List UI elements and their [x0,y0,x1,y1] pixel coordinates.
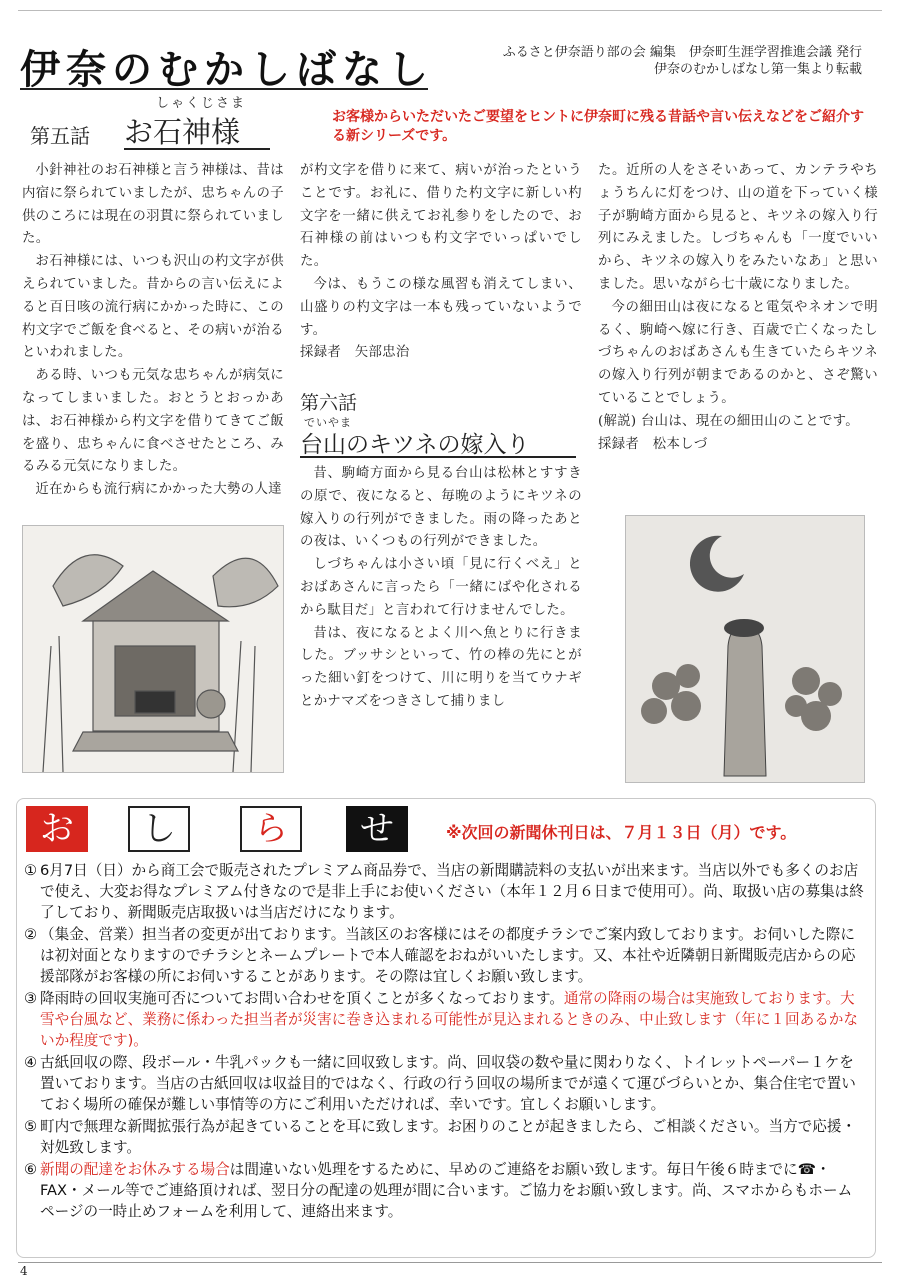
notice-letter-shi: し [128,806,190,852]
series-intro: お客様からいただいたご要望をヒントに伊奈町に残る昔話や言い伝えなどをご紹介する新シリーズです。 [332,109,864,144]
shrine-illustration [22,525,284,773]
item-number: ③ [24,990,38,1007]
paragraph: 近在からも流行病にかかった大勢の人達 [35,482,282,498]
bottom-rule [18,1262,882,1263]
episode6-title: 台山のキツネの嫁入り [300,432,530,458]
item-text: 古紙回収の際、段ボール・牛乳パックも一緒に回収致します。尚、回収袋の数や量に関わりなく、トイレットペーパー１ケを置いております。当店の古紙回収は収益目的ではなく、行政の行う回収の場所までが遠くて運びづらいとか、集合住宅で置いておく場所の確保が難しい事情等の方にご利用いただければ、幸いです。宜しくお願いします。 [40,1054,856,1113]
top-rule [18,10,882,11]
notice-item [24,1116,864,1158]
column-2-top [300,160,582,365]
notice-letter-o: お [26,806,88,852]
episode6-label: 第六話 [300,392,358,414]
fox-bride-drawing [626,516,864,782]
paragraph: が杓文字を借りに来て、病いが治ったということです。お礼に、借りた杓文字に新しい杓文字を一緒に供えてお礼参りをしたので、お石神様の前はいつも杓文字でいっぱいでした。 [300,163,582,270]
next-holiday-notice: ※次回の新聞休刊日は、７月１３日（月）です。 [446,823,797,842]
masthead-title: 伊奈のむかしばなし [20,46,434,93]
item-number: ④ [24,1054,38,1071]
notice-letter-ra: ら [240,806,302,852]
paragraph: お石神様には、いつも沢山の杓文字が供えられていました。昔からの言い伝えによると百日咳の流行病にかかった時に、この杓文字でご飯を食べると、その病いが治るといわれました。 [22,254,284,361]
item-text: は間違いない処理をするために、早めのご連絡をお願い致します。毎日午後６時までに☎・FAX・メール等でご連絡頂ければ、翌日分の配達の処理が間に合います。ご協力をお願い致します。尚、スマホからもホームページの一時止めフォームを利用して、連絡出来ます。 [40,1161,853,1220]
paragraph: 小針神社のお石神様と言う神様は、昔は内宿に祭られていましたが、忠ちゃんの子供のころには現在の羽貫に祭られていました。 [22,163,284,247]
item-text-highlight: 新聞の配達をお休みする場合 [40,1161,230,1178]
column-1 [22,160,284,502]
notice-item [24,988,864,1051]
item-text: （集金、営業）担当者の変更が出ております。当該区のお客様にはその都度チラシでご案内致しております。お伺いした際には初対面となりますのでチラシとネームプレートで本人確認をおねがいいたします。又、本社や近隣朝日新聞販売店からの応援部隊がお客様の所にお伺いすることがあります。その際は宜しくお願い致します。 [40,926,856,985]
item-number: ⑤ [24,1118,38,1135]
shrine-drawing [23,526,283,772]
notice-item [24,924,864,987]
paragraph: ある時、いつも元気な忠ちゃんが病気になってしまいました。おとうとおっかあは、お石神様から杓文字を借りてきてご飯を盛り、忠ちゃんに食べさせたところ、みるみる元気になりました。 [22,368,284,475]
paragraph: 今の細田山は夜になると電気やネオンで明るく、駒崎へ嫁に行き、百歳で亡くなったしづちゃんのおばあさんも生きていたらキツネの嫁入り行列が朝まであるのかと、さぞ驚いていることでしょう。 [598,299,878,406]
episode5-ruby: しゃくじさま [156,96,247,111]
episode6-title-underline [300,456,576,458]
paragraph: 昔、駒崎方面から見る台山は松林とすすきの原で、夜になると、毎晩のようにキツネの嫁入りの行列ができました。雨の降ったあとの夜は、いくつもの行列ができました。 [300,466,582,550]
recorder-credit: 採録者 矢部忠治 [300,345,410,361]
paragraph: 今は、もうこの様な風習も消えてしまい、山盛りの杓文字は一本も残っていないようです。 [300,276,582,338]
commentary-note: (解説) 台山は、現在の細田山のことです。 [598,413,859,429]
item-text: 降雨時の回収実施可否についてお問い合わせを頂くことが多くなっております。 [40,990,564,1007]
credit-line: ふるさと伊奈語り部の会 編集 伊奈町生涯学習推進会議 発行 [502,45,862,60]
paragraph: しづちゃんは小さい頃「見に行くべえ」とおばあさんに言ったら「一緒にばや化されるから駄目だ」と言われて行けませんでした。 [300,557,582,618]
episode5-title-underline [124,148,270,150]
item-number: ⑥ [24,1161,38,1178]
column-3 [598,160,878,456]
masthead-underline [20,88,428,90]
notice-item [24,1052,864,1115]
notice-letter-se: せ [346,806,408,852]
page-number: 4 [20,1264,28,1278]
paragraph: た。近所の人をさそいあって、カンテラやちょうちんに灯をつけ、山の道を下っていく様子が駒崎方面から見ると、キツネの嫁入り行列にみえました。しづちゃんも「一度でいいから、キツネの嫁入りをみたいなあ」と思いました。思いながら七十歳になりました。 [598,163,878,292]
paragraph: 昔は、夜になるとよく川へ魚とりに行きました。ブッサシといって、竹の棒の先にとがった細い釘をつけて、川に明りを当てウナギとかナマズをつきさして捕りまし [300,625,582,709]
episode6-ruby: でいやま [304,416,352,429]
fox-bride-illustration [625,515,865,783]
notice-item [24,860,864,923]
notice-item [24,1159,864,1222]
item-number: ① [24,862,38,879]
publication-credits [503,44,862,78]
episode5-label: 第五話 [30,124,90,148]
item-text: 6月7日（日）から商工会で販売されたプレミアム商品券で、当店の新聞購読料の支払いが出来ます。当店以外でも多くのお店で使え、大変お得なプレミアム付きなので是非上手にお使いください（本年１２月６日まで使用可）。尚、取扱い店の募集は終了しており、新聞販売店取扱いは当店だけになります。 [40,862,864,921]
item-text: 町内で無理な新聞拡張行為が起きていることを耳に致します。お困りのことが起きましたら、ご相談ください。当方で応援・対処致します。 [40,1118,857,1156]
notice-items [24,860,864,1223]
credit-line: 伊奈のむかしばなし第一集より転載 [653,62,862,77]
item-number: ② [24,926,38,943]
recorder-credit: 採録者 松本しづ [598,436,708,452]
episode5-title: お石神様 [124,115,241,149]
item-text-highlight: 通常の降雨の場合は実施致しております。大雪や台風など、業務に係わった担当者が災害に巻き込まれる可能性が見込まれるときのみ、中止致します（年に１回あるかないか程度です)。 [40,990,858,1049]
column-2-bottom [300,463,582,714]
